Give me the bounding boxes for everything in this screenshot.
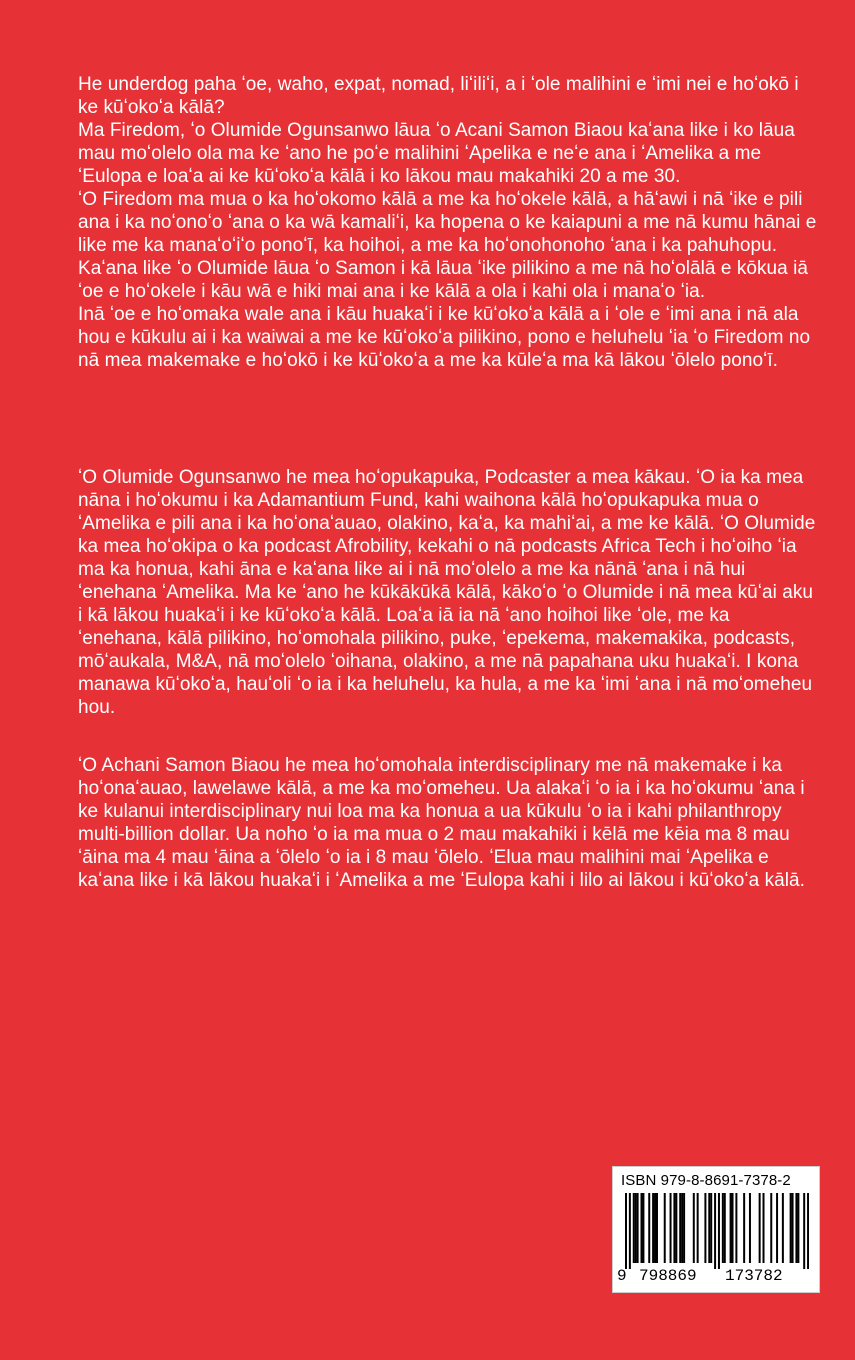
barcode-bar	[629, 1193, 631, 1269]
barcode-bar	[704, 1193, 706, 1263]
blurb-paragraph: Inā ʻoe e hoʻomaka wale ana i kāu huakaʻi i ke kūʻokoʻa kālā a i ʻole e ʻimi ana i nā ala hou e kūkulu ai i ka waiwai a me ke kūʻokoʻa pilikino, pono e heluhelu ʻia ʻo Firedom no nā mea makemake e hoʻokō i ke kūʻokoʻa a me ka kūleʻa ma kā lākou ʻōlelo ponoʻī.	[78, 304, 811, 371]
barcode-bar	[670, 1193, 672, 1263]
barcode-bar	[763, 1193, 765, 1263]
barcode-bar	[637, 1193, 639, 1263]
barcode-bar	[714, 1193, 716, 1269]
barcode-bar	[681, 1193, 683, 1263]
barcode-bar	[790, 1193, 792, 1263]
barcode-bar	[673, 1193, 675, 1263]
barcode-bar	[625, 1193, 627, 1269]
barcode-bar	[743, 1193, 745, 1263]
barcode-bar	[718, 1193, 720, 1269]
barcode-bar	[697, 1193, 699, 1263]
author-bio-text: ʻO Achani Samon Biaou he mea hoʻomohala interdisciplinary me nā makemake i ka hoʻonaʻauao, lawelawe kālā, a me ka moʻomeheu. Ua alakaʻi ʻo ia i ka hoʻokumu ʻana i ke kulanui interdisciplinary nui loa ma ka honua a ua kūkulu ʻo ia i kahi philanthropy multi-billion dollar. Ua noho ʻo ia ma mua o 2 mau makahiki i kēlā me kēia ma 8 mau ʻāina ma 4 mau ʻāina a ʻōlelo ʻo ia i 8 mau ʻōlelo. ʻElua mau malihini mai ʻApelika e kaʻana like i kā lākou huakaʻi i ʻAmelika a me ʻEulopa kahi i lilo ai lākou i kūʻokoʻa kālā.	[78, 755, 805, 891]
barcode-bar	[803, 1193, 805, 1269]
barcode-bar	[633, 1193, 635, 1263]
barcode-bar	[782, 1193, 784, 1263]
barcode-digit-left-group: 798869	[639, 1267, 697, 1285]
barcode-bar	[759, 1193, 761, 1263]
barcode-bar	[654, 1193, 656, 1263]
barcode-bar	[730, 1193, 732, 1263]
barcode-bar	[679, 1193, 681, 1263]
barcode-bar	[640, 1193, 642, 1263]
barcode-bar	[735, 1193, 737, 1263]
author-bio-text: ʻO Olumide Ogunsanwo he mea hoʻopukapuka, Podcaster a mea kākau. ʻO ia ka mea nāna i hoʻokumu i ka Adamantium Fund, kahi waihona kālā hoʻopukapuka mua o ʻAmelika e pili ana i ka hoʻonaʻauao, olakino, kaʻa, ka mahiʻai, a me ke kālā. ʻO Olumide ka mea hoʻokipa o ka podcast Afrobility, kekahi o nā podcasts Africa Tech i hoʻoiho ʻia ma ka honua, kahi āna e kaʻana like ai i nā moʻolelo a me ka nānā ʻana i nā hui ʻenehana ʻAmelika. Ma ke ʻano he kūkākūkā kālā, kākoʻo ʻo Olumide i nā mea kūʻai aku i kā lākou huakaʻi i ke kūʻokoʻa kālā. Loaʻa iā ia nā ʻano hoihoi like ʻole, me ka ʻenehana, kālā pilikino, hoʻomohala pilikino, puke, ʻepekema, makemakika, podcasts, mōʻaukala, M&A, nā moʻolelo ʻoihana, olakino, a me nā papahana uku huakaʻi. I kona manawa kūʻokoʻa, hauʻoli ʻo ia i ka heluhelu, ka hula, a me ka ʻimi ʻana i nā moʻomeheu hou.	[78, 467, 816, 718]
blurb-paragraph: Ma Firedom, ʻo Olumide Ogunsanwo lāua ʻo Acani Samon Biaou kaʻana like i ko lāua mau moʻolelo ola ma ke ʻano he poʻe malihini ʻApelika e neʻe ana i ʻAmelika a me ʻEulopa e loaʻa ai ke kūʻokoʻa kālā i ko lākou mau makahiki 20 a me 30.	[78, 120, 795, 187]
barcode-bar	[708, 1193, 710, 1263]
barcode-bar	[776, 1193, 778, 1263]
isbn-barcode-box	[612, 1166, 820, 1293]
barcode-bar	[635, 1193, 637, 1263]
barcode-bar	[664, 1193, 666, 1263]
barcode-icon	[625, 1193, 809, 1269]
barcode-bar	[749, 1193, 751, 1263]
back-cover-blurb	[78, 73, 818, 372]
isbn-label: ISBN 979-8-8691-7378-2	[621, 1172, 791, 1189]
barcode-bar	[732, 1193, 734, 1263]
barcode-bar	[675, 1193, 677, 1263]
blurb-paragraph: He underdog paha ʻoe, waho, expat, nomad, liʻiliʻi, a i ʻole malihini e ʻimi nei e hoʻokō i ke kūʻokoʻa kālā?	[78, 74, 799, 118]
barcode-bar	[652, 1193, 654, 1263]
barcode-bar	[792, 1193, 794, 1263]
barcode-bar	[797, 1193, 799, 1263]
barcode-bar	[722, 1193, 724, 1263]
author-bio-achani	[78, 754, 818, 892]
barcode-bar	[693, 1193, 695, 1263]
blurb-paragraph: ʻO Firedom ma mua o ka hoʻokomo kālā a me ka hoʻokele kālā, a hāʻawi i nā ʻike e pili ana i ka noʻonoʻo ʻana o ka wā kamaliʻi, ka hopena o ke kaiapuni a me nā kumu hānai e like me ka manaʻoʻiʻo ponoʻī, ka hoihoi, a me ka hoʻonohonoho ʻana i ka pahuhopu. Kaʻana like ʻo Olumide lāua ʻo Samon i kā lāua ʻike pilikino a me nā hoʻolālā e kōkua iā ʻoe e hoʻokele i kāu wā e hiki mai ana i ke kālā a ola i kahi ola i manaʻo ʻia.	[78, 189, 817, 302]
barcode-bar	[683, 1193, 685, 1263]
barcode-bar	[770, 1193, 772, 1263]
barcode-bar	[710, 1193, 712, 1263]
barcode-bar	[656, 1193, 658, 1263]
author-bio-olumide	[78, 466, 818, 719]
barcode-digit-right-group: 173782	[725, 1267, 783, 1285]
barcode-bar	[795, 1193, 797, 1263]
barcode-bar	[642, 1193, 644, 1263]
barcode-bar	[648, 1193, 650, 1263]
barcode-bar	[724, 1193, 726, 1263]
barcode-digit-lead: 9	[617, 1267, 627, 1285]
barcode-bar	[807, 1193, 809, 1269]
